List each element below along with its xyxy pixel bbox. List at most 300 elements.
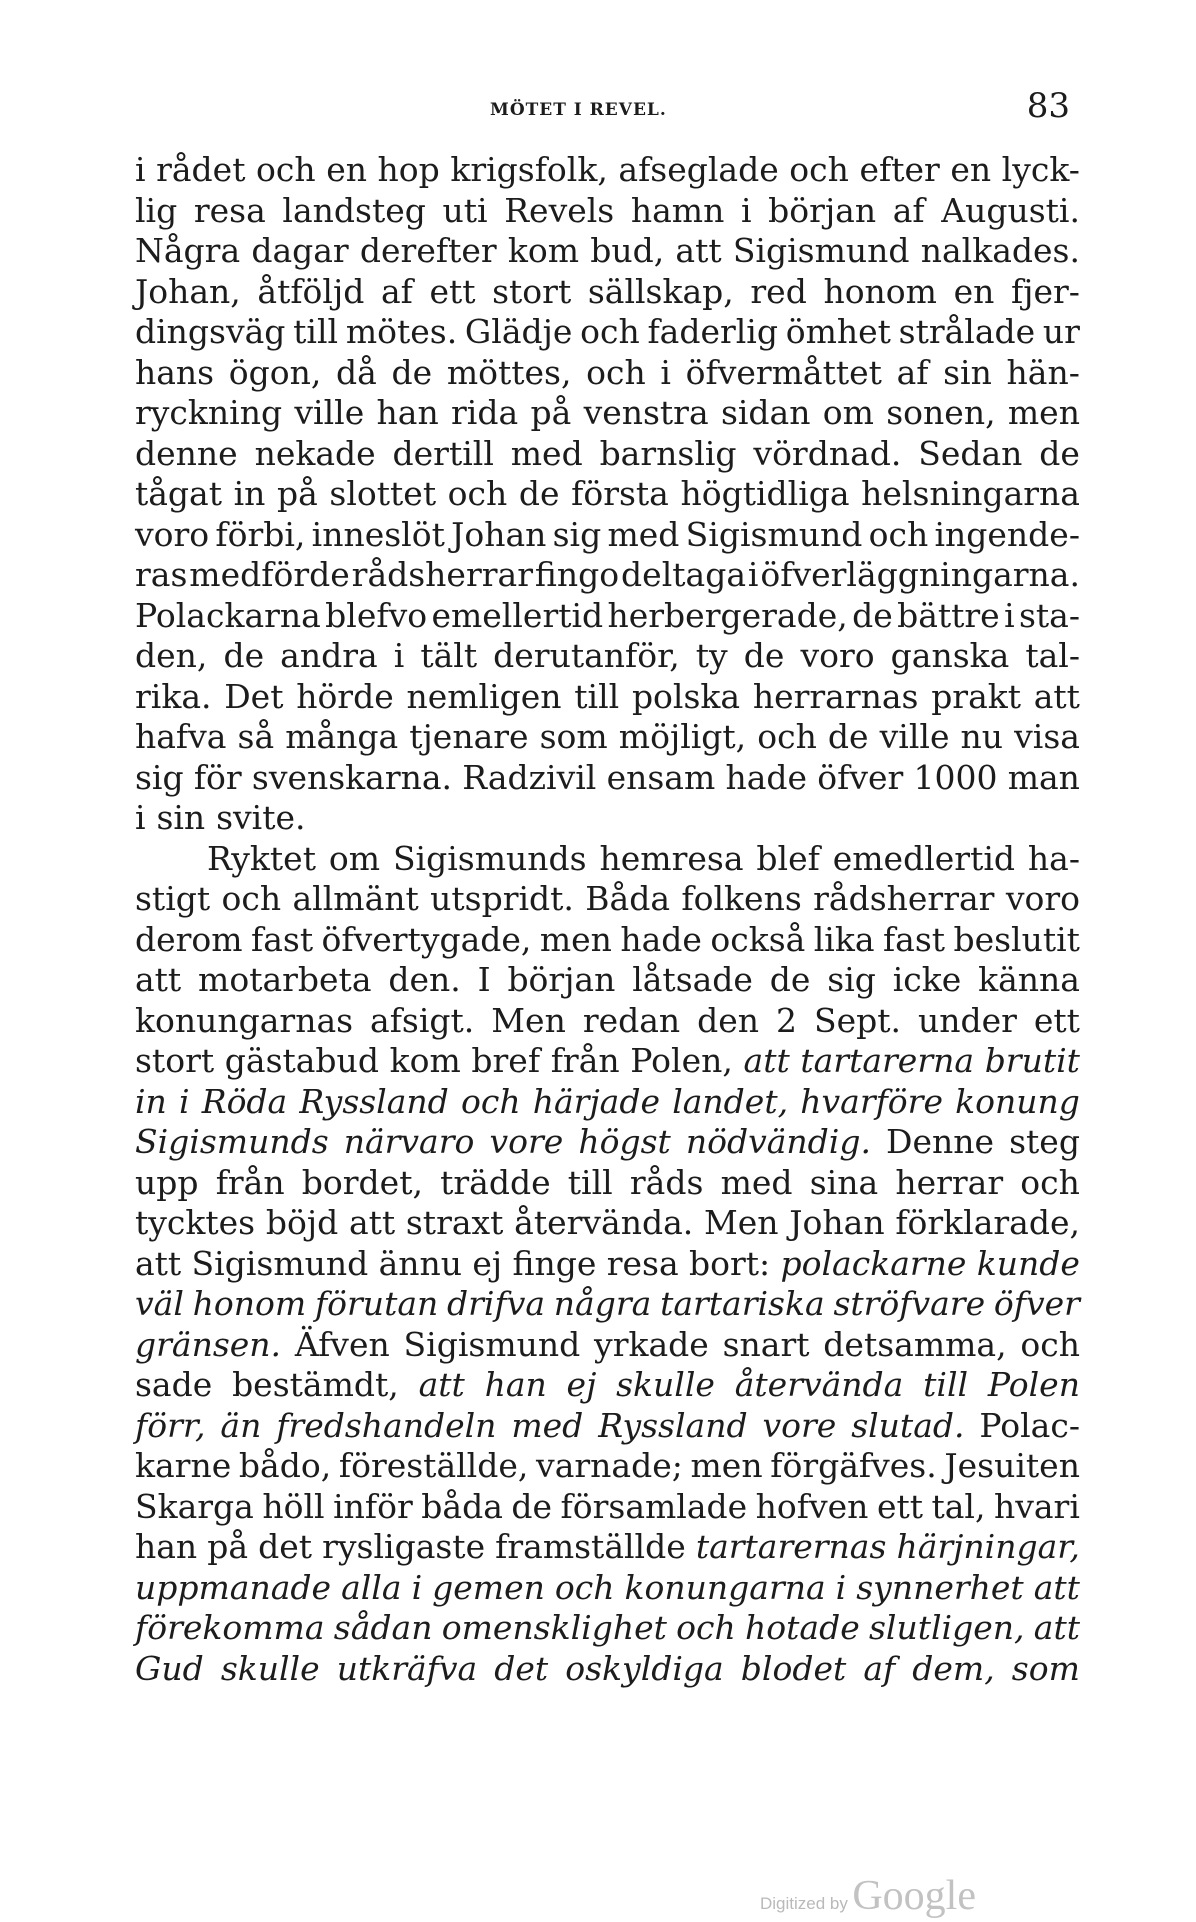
word: i	[393, 636, 405, 675]
text-line	[135, 717, 1080, 758]
word: ett	[1033, 1000, 1080, 1040]
word: lika	[813, 919, 875, 959]
word: hvarföre	[800, 1081, 943, 1121]
word: man	[1007, 757, 1080, 797]
text-line	[135, 758, 1080, 799]
word: hade	[725, 757, 808, 797]
text-line	[135, 515, 1080, 556]
word: visa	[1014, 717, 1080, 756]
text-line	[135, 312, 1080, 353]
word: stigt	[135, 879, 211, 918]
text-line	[135, 1041, 1080, 1082]
word: med	[511, 1405, 584, 1445]
word: i	[660, 352, 671, 392]
word: derutanför,	[493, 636, 680, 675]
word: konung	[955, 1081, 1080, 1121]
word: sådan	[333, 1608, 433, 1647]
word: som	[1011, 1648, 1080, 1688]
word: församlade	[560, 1486, 748, 1526]
word: hofven	[755, 1486, 869, 1526]
word: folkens	[681, 879, 802, 918]
word: Polackarna	[135, 595, 321, 635]
word: i	[178, 1081, 190, 1121]
word: och	[868, 514, 929, 554]
word: framställde	[495, 1527, 686, 1566]
word: Polen	[987, 1365, 1080, 1404]
word: Sigismund	[685, 514, 863, 554]
word: blefvo	[325, 595, 428, 635]
word: möttes,	[446, 352, 572, 392]
word: bestämdt,	[232, 1365, 399, 1404]
text-line	[135, 231, 1080, 272]
word: svenskarna.	[251, 757, 453, 797]
word: Sigismund	[403, 1324, 581, 1364]
word: hän-	[1006, 352, 1080, 392]
word: 1000	[913, 757, 998, 797]
word: allmänt	[292, 879, 419, 918]
word: vördnad.	[753, 433, 902, 473]
word: Sedan	[918, 433, 1023, 473]
word: båda	[421, 1486, 503, 1526]
word: Ryssland	[299, 1081, 449, 1121]
word: hop	[377, 150, 440, 189]
word: nödvändig.	[685, 1122, 871, 1161]
text-line	[135, 393, 1080, 434]
word: oskyldiga	[565, 1648, 724, 1688]
word: inför	[333, 1486, 413, 1526]
word: Sigismund	[191, 1243, 369, 1283]
text-line	[135, 353, 1080, 394]
word: af	[380, 271, 413, 311]
text-line	[135, 960, 1080, 1001]
word: inneslöt	[311, 514, 445, 554]
word: åtföljd	[257, 271, 365, 311]
word: och	[586, 352, 646, 392]
text-line	[135, 879, 1080, 920]
word: i	[740, 190, 752, 230]
text-line	[135, 1568, 1080, 1609]
word: snart	[722, 1324, 810, 1364]
word: derefter	[359, 231, 497, 270]
word: rika.	[135, 676, 212, 716]
word: låtsade	[632, 960, 753, 999]
word: afsigt.	[370, 1000, 475, 1040]
word: hvari	[993, 1486, 1080, 1526]
word: Sept.	[814, 1000, 902, 1040]
word: han	[484, 1365, 547, 1404]
text-line	[135, 1001, 1080, 1042]
word: dagar	[251, 231, 349, 270]
word: och	[580, 312, 640, 351]
word: som	[539, 717, 608, 756]
word: och	[757, 717, 817, 756]
word: och	[676, 1608, 736, 1647]
word: de	[511, 1486, 553, 1526]
word: också	[710, 919, 806, 959]
word: med	[607, 514, 680, 554]
text-line	[135, 1365, 1080, 1406]
word: och	[221, 879, 282, 918]
word: sade	[135, 1365, 213, 1404]
word: ögon,	[228, 352, 322, 392]
word: hamn	[630, 190, 725, 230]
word: bådo,	[238, 1446, 332, 1485]
text-line	[135, 1163, 1080, 1204]
word: Johan	[789, 1203, 885, 1242]
word: för	[193, 757, 242, 797]
word: Röda	[201, 1081, 288, 1121]
word: rådet	[156, 150, 246, 189]
word: och	[1020, 1324, 1080, 1364]
word: svite.	[216, 798, 306, 837]
word: gemen	[432, 1567, 545, 1607]
word: varnade;	[536, 1446, 683, 1485]
word: af	[863, 1648, 896, 1688]
word: Äfven	[294, 1324, 390, 1364]
word: I	[477, 960, 491, 999]
word: Johan,	[135, 271, 241, 311]
word: att	[743, 1041, 790, 1080]
word: i	[747, 555, 759, 594]
word: konungarna	[624, 1567, 826, 1607]
word: afseglade	[618, 150, 779, 189]
word: in	[135, 1081, 167, 1121]
word: de	[852, 595, 893, 635]
word: herrar	[895, 1162, 1004, 1202]
word: den.	[388, 960, 461, 999]
word: en	[326, 150, 367, 189]
word: Sigismunds	[392, 838, 587, 878]
word: Jesuiten	[944, 1446, 1080, 1485]
word: de	[391, 352, 433, 392]
word: de	[743, 636, 785, 675]
word: konungarnas	[135, 1000, 354, 1040]
word: nekade	[254, 433, 376, 473]
word: Det	[224, 676, 284, 716]
word: sällskap,	[587, 271, 734, 311]
word: förgäfves.	[770, 1446, 937, 1485]
word: tjenare	[409, 717, 529, 756]
word: ett	[876, 1486, 923, 1526]
word: medförde	[189, 555, 350, 594]
word: tält	[420, 636, 478, 675]
word: rysligaste	[322, 1527, 486, 1566]
word: sonen,	[886, 393, 996, 432]
word: 2	[776, 1000, 798, 1040]
watermark-prefix: Digitized by	[760, 1894, 848, 1913]
word: så	[237, 717, 275, 756]
word: och	[789, 150, 849, 189]
word: icke	[892, 960, 962, 999]
word: sin	[943, 352, 992, 392]
word: de	[769, 960, 811, 999]
word: Några	[135, 231, 241, 270]
word: Sigismund	[732, 231, 910, 270]
word: red	[750, 271, 807, 311]
word: ha-	[1027, 838, 1080, 878]
word: Men	[703, 1203, 779, 1242]
word: den	[697, 1000, 760, 1040]
word: sina	[809, 1162, 879, 1202]
word: ej	[566, 1365, 597, 1404]
word: början	[507, 960, 616, 999]
text-line	[135, 1487, 1080, 1528]
word: tartarernas	[695, 1527, 887, 1566]
word: det	[258, 1527, 313, 1566]
text-line	[135, 636, 1080, 677]
word: fredshandeln	[276, 1405, 497, 1445]
word: men	[539, 919, 612, 959]
word: fingo	[534, 555, 620, 594]
word: förr,	[135, 1405, 206, 1445]
word: dertill	[392, 433, 494, 473]
word: om	[328, 838, 381, 878]
word: öfverläggningarna.	[760, 555, 1080, 594]
word: stort	[492, 271, 572, 311]
word: till	[923, 1365, 969, 1404]
word: synnerhet	[856, 1567, 1024, 1607]
word: ty	[695, 636, 728, 675]
word: beslutit	[953, 919, 1080, 959]
word: upp	[135, 1162, 199, 1202]
word: högst	[578, 1122, 671, 1161]
word: att	[348, 1203, 396, 1242]
word: till	[293, 312, 339, 351]
text-line	[135, 1527, 1080, 1568]
word: nemligen	[406, 676, 562, 716]
word: resa	[606, 1243, 679, 1283]
word: vore	[762, 1405, 837, 1445]
word: böjd	[265, 1203, 339, 1242]
word: från	[550, 1041, 620, 1080]
word: kunde	[976, 1243, 1080, 1283]
word: i	[1004, 595, 1015, 635]
word: krigsfolk,	[450, 150, 608, 189]
text-line	[135, 1446, 1080, 1487]
word: än	[220, 1405, 262, 1445]
word: men	[690, 1446, 763, 1485]
word: Polac-	[979, 1405, 1080, 1445]
word: karne	[135, 1446, 232, 1485]
word: yrkade	[594, 1324, 709, 1364]
text-line	[135, 1406, 1080, 1447]
word: landet,	[672, 1081, 789, 1121]
word: på	[207, 1527, 249, 1566]
word: sig	[827, 960, 876, 999]
word: redan	[582, 1000, 681, 1040]
text-line	[135, 272, 1080, 313]
text-line	[135, 1122, 1080, 1163]
word: Augusti.	[941, 190, 1080, 230]
word: Skarga	[135, 1486, 254, 1526]
word: af	[896, 352, 929, 392]
page-header	[135, 78, 1080, 138]
word: straxt	[405, 1203, 504, 1242]
word: omensklighet	[441, 1608, 667, 1647]
word: fast	[882, 919, 946, 959]
word: tartarerna	[800, 1041, 975, 1080]
word: herbergerade,	[607, 595, 848, 635]
word: med	[720, 1162, 793, 1202]
word: till	[574, 676, 620, 716]
word: öfvertygade,	[321, 919, 532, 959]
word: nu	[960, 717, 1004, 756]
word: på	[277, 474, 318, 513]
word: fjer-	[1011, 271, 1080, 311]
text-line	[135, 150, 1080, 191]
word: trädde	[440, 1162, 551, 1202]
word: lyck-	[1001, 150, 1080, 189]
digitized-watermark	[760, 1872, 976, 1920]
text-line	[135, 1244, 1080, 1285]
word: sta-	[1018, 595, 1080, 635]
word: helsningarna	[861, 474, 1080, 513]
word: ras	[135, 555, 188, 594]
word: en	[950, 150, 992, 189]
text-line	[135, 1082, 1080, 1123]
word: att	[1033, 1608, 1080, 1647]
word: rådsherrar	[351, 555, 533, 594]
word: Revels	[504, 190, 615, 230]
word: i	[835, 1567, 847, 1607]
word: en	[953, 271, 995, 311]
word: honom	[823, 271, 937, 311]
text-line	[135, 555, 1080, 596]
word: ur	[1042, 312, 1080, 351]
word: många	[285, 717, 399, 756]
word: förutan	[314, 1284, 439, 1323]
word: hemresa	[599, 838, 744, 878]
word: hotade	[745, 1608, 860, 1647]
word: uti	[442, 190, 488, 230]
word: och	[447, 474, 508, 513]
word: blef	[756, 838, 820, 878]
running-head: MÖTET I REVEL.	[490, 100, 667, 120]
word: strålade	[898, 312, 1036, 351]
word: början	[768, 190, 877, 230]
word: några	[553, 1284, 652, 1323]
word: faderlig	[647, 312, 778, 351]
word: ryckning	[135, 393, 283, 432]
word: ville	[879, 717, 950, 756]
word: steg	[1009, 1122, 1080, 1161]
word: venstra	[583, 393, 709, 432]
word: första	[571, 474, 669, 513]
word: herrarnas	[752, 676, 919, 716]
word: tågat	[135, 474, 222, 513]
word: stort	[135, 1041, 215, 1080]
word: detsamma,	[823, 1324, 1007, 1364]
word: af	[892, 190, 925, 230]
text-line	[135, 920, 1080, 961]
text-line	[135, 839, 1080, 880]
word: barnslig	[599, 433, 737, 473]
word: råds	[629, 1162, 704, 1202]
word: hörde	[296, 676, 394, 716]
word: förekomma	[135, 1608, 325, 1647]
word: blodet	[740, 1648, 847, 1688]
word: på	[530, 393, 572, 432]
word: dingsväg	[135, 312, 286, 351]
word: den,	[135, 636, 208, 675]
word: emellertid	[431, 595, 604, 635]
word: väl	[135, 1284, 184, 1323]
word: voro	[800, 636, 875, 675]
word: hade	[620, 919, 702, 959]
word: drifva	[447, 1284, 546, 1323]
word: öfvermåttet	[685, 352, 882, 392]
word: han	[376, 393, 439, 432]
word: i	[411, 1567, 423, 1607]
word: under	[917, 1000, 1017, 1040]
text-line	[135, 1649, 1080, 1690]
word: rida	[451, 393, 519, 432]
word: sin	[156, 798, 206, 837]
word: derom	[135, 919, 243, 959]
word: landsteg	[282, 190, 426, 230]
word: Radzivil	[462, 757, 597, 797]
word: deltaga	[621, 555, 746, 594]
word: gästabud	[224, 1041, 379, 1080]
word: Ryssland	[598, 1405, 748, 1445]
text-line	[135, 1203, 1080, 1244]
word: härjade	[532, 1081, 661, 1121]
word: Gud	[135, 1648, 204, 1688]
word: bordet,	[301, 1162, 423, 1202]
word: från	[215, 1162, 285, 1202]
word: öfver	[817, 757, 904, 797]
word: men	[1007, 393, 1080, 432]
word: hans	[135, 352, 215, 392]
text-line	[135, 677, 1080, 718]
word: att	[135, 960, 182, 999]
word: bud,	[590, 231, 665, 270]
word: i	[135, 798, 146, 837]
word: att	[418, 1365, 465, 1404]
word: slottet	[329, 474, 437, 513]
word: att	[1033, 1567, 1080, 1607]
word: förbi,	[215, 514, 306, 554]
word: högtidliga	[680, 474, 850, 513]
word: andra	[280, 636, 378, 675]
word: föreställde,	[338, 1446, 529, 1485]
word: voro	[1005, 879, 1080, 918]
word: och	[1020, 1162, 1080, 1202]
word: nalkades.	[920, 231, 1080, 270]
word: bättre	[897, 595, 1000, 635]
word: höll	[262, 1486, 325, 1526]
word: härjningar,	[896, 1527, 1080, 1566]
word: fast	[251, 919, 314, 959]
word: honom	[192, 1284, 307, 1323]
word: att	[1033, 676, 1080, 716]
word: det	[494, 1648, 549, 1688]
word: gränsen.	[135, 1324, 282, 1364]
word: tal,	[931, 1486, 986, 1526]
word: de	[518, 474, 560, 513]
word: närvaro	[343, 1122, 475, 1161]
text-line	[135, 1284, 1080, 1325]
word: de	[1039, 433, 1080, 473]
word: emedlertid	[832, 838, 1016, 878]
word: skulle	[220, 1648, 320, 1688]
word: ganska	[890, 636, 1010, 675]
word: utspridt.	[430, 879, 574, 918]
word: med	[510, 433, 583, 473]
word: och	[460, 1081, 521, 1121]
word: finge	[512, 1243, 597, 1283]
word: lig	[135, 190, 178, 230]
